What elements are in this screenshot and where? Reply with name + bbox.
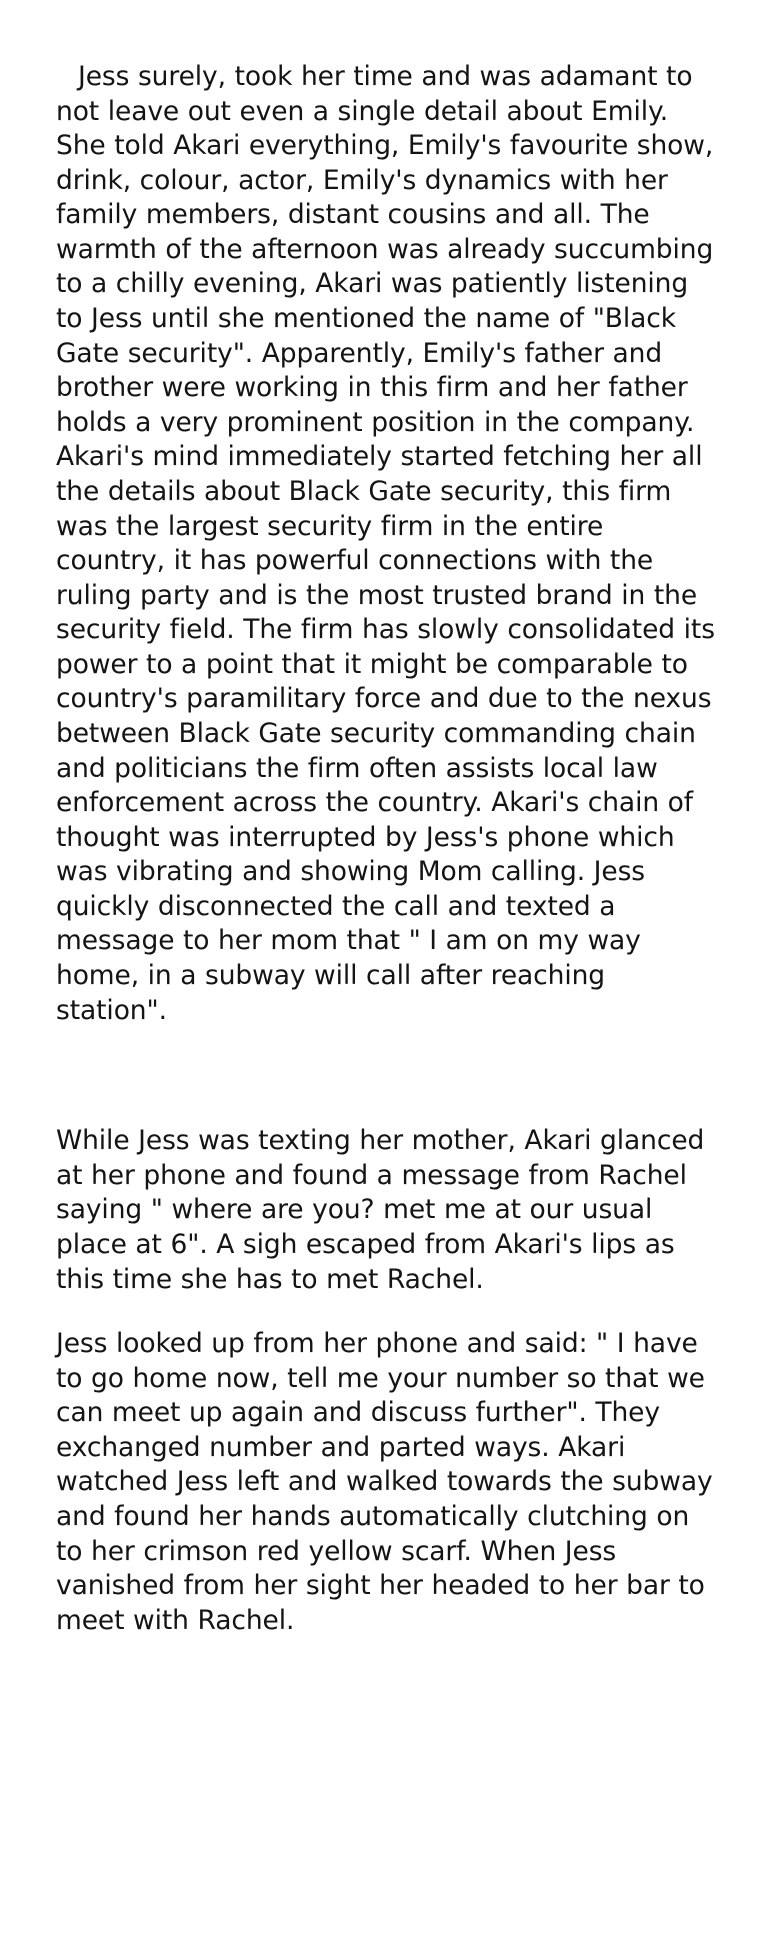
paragraph-2: While Jess was texting her mother, Akari glanced at her phone and found a message from Rachel saying " where are you? met me at our usual place at 6". A sigh escaped from Akari's lips as this time she has to met Rachel. (56, 1125, 705, 1295)
paragraph-spacer-large (56, 1028, 720, 1124)
paragraph-spacer-small (56, 1297, 720, 1327)
story-text-body (56, 60, 720, 1638)
paragraph-1: Jess surely, took her time and was adamant to not leave out even a single detail about Emily. She told Akari everything, Emily's favourite show, drink, colour, actor, Emily's dynamics with her family members, distant cousins and all. The warmth of the afternoon was already succumbing to a chilly evening, Akari was patiently listening to Jess until she mentioned the name of "Black Gate security". Apparently, Emily's father and brother were working in this firm and her father holds a very prominent position in the company. Akari's mind immediately started fetching her all the details about Black Gate security, this firm was the largest security firm in the entire country, it has powerful connections with the ruling party and is the most trusted brand in the security field. The firm has slowly consolidated its power to a point that it might be comparable to country's paramilitary force and due to the nexus between Black Gate security commanding chain and politicians the firm often assists local law enforcement across the country. Akari's chain of thought was interrupted by Jess's phone which was vibrating and showing Mom calling. Jess quickly disconnected the call and texted a message to her mom that " I am on my way home, in a subway will call after reaching station". (56, 61, 715, 1026)
paragraph-3: Jess looked up from her phone and said: " I have to go home now, tell me your number so that we can meet up again and discuss further". They exchanged number and parted ways. Akari watched Jess left and walked towards the subway and found her hands automatically clutching on to her crimson red yellow scarf. When Jess vanished from her sight her headed to her bar to meet with Rachel. (56, 1328, 713, 1636)
